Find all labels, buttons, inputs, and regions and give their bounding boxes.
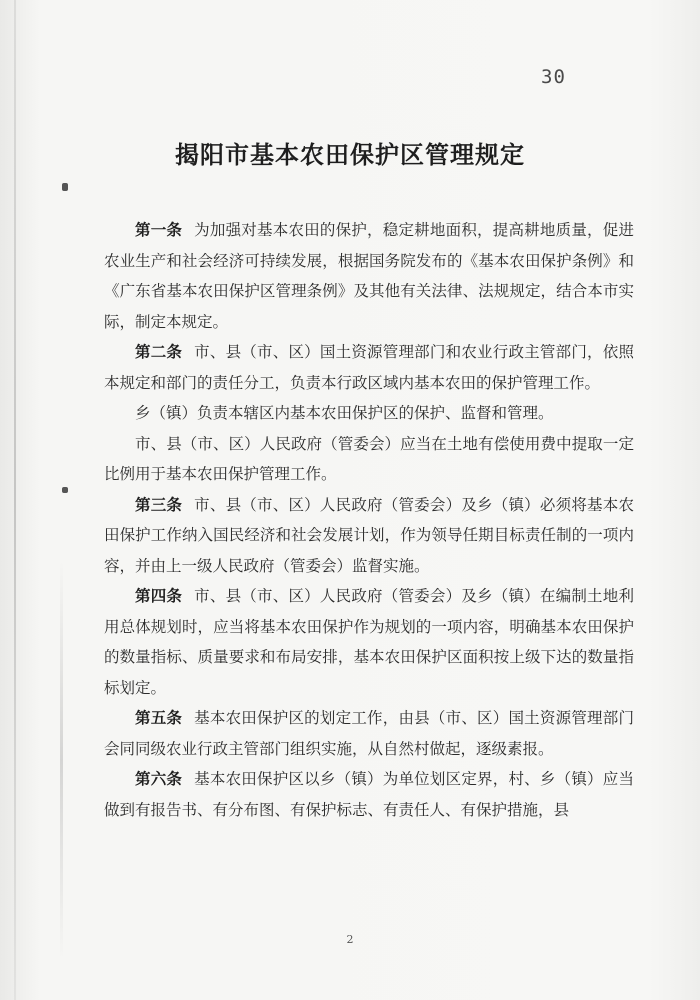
paragraph-text: 市、县（市、区）人民政府（管委会）及乡（镇）在编制土地利用总体规划时，应当将基本农田保护作为规划的一项内容，明确基本农田保护的数量指标、质量要求和布局安排，基本农田保护区面积按上级下达的数量指标划定。: [104, 587, 634, 697]
article-label: 第二条: [135, 343, 183, 361]
paragraph: [104, 703, 634, 764]
article-label: 第一条: [135, 221, 183, 239]
article-label: 第三条: [135, 495, 183, 514]
paragraph: [104, 337, 634, 398]
paragraph: [104, 215, 634, 337]
paragraph-text: 基本农田保护区以乡（镇）为单位划区定界，村、乡（镇）应当做到有报告书、有分布图、有保护标志、有责任人、有保护措施，县: [104, 770, 634, 819]
paragraph-text: 基本农田保护区的划定工作，由县（市、区）国土资源管理部门会同同级农业行政主管部门组织实施，从自然村做起，逐级素报。: [104, 709, 634, 758]
binder-hole-mark: [62, 183, 68, 191]
paragraph: [104, 490, 634, 582]
paragraph: [104, 764, 634, 825]
article-label: 第五条: [135, 709, 183, 727]
paragraph: [104, 581, 634, 703]
paragraph-text: 为加强对基本农田的保护，稳定耕地面积，提高耕地质量，促进农业生产和社会经济可持续发展，根据国务院发布的《基本农田保护条例》和《广东省基本农田保护区管理条例》及其他有关法律、法规规定，结合本市实际，制定本规定。: [104, 221, 634, 331]
document-body: [104, 215, 634, 825]
paragraph: [104, 398, 634, 429]
paragraph-text: 乡（镇）负责本辖区内基本农田保护区的保护、监督和管理。: [135, 404, 554, 422]
scan-smudge: [60, 560, 63, 960]
article-label: 第六条: [135, 770, 183, 788]
paragraph-text: 市、县（市、区）人民政府（管委会）及乡（镇）必须将基本农田保护工作纳入国民经济和社会发展计划，作为领导任期目标责任制的一项内容，并由上一级人民政府（管委会）监督实施。: [104, 495, 634, 575]
paragraph-text: 市、县（市、区）国土资源管理部门和农业行政主管部门，依照本规定和部门的责任分工，负责本行政区域内基本农田的保护管理工作。: [104, 343, 634, 392]
paragraph-text: 市、县（市、区）人民政府（管委会）应当在土地有偿使用费中提取一定比例用于基本农田保护管理工作。: [104, 434, 634, 483]
handwritten-page-mark: 30: [541, 66, 566, 88]
binder-hole-mark: [62, 487, 68, 493]
paragraph: [104, 429, 634, 490]
article-label: 第四条: [135, 587, 183, 605]
page-number: 2: [346, 933, 354, 946]
document-title: 揭阳市基本农田保护区管理规定: [175, 141, 525, 169]
